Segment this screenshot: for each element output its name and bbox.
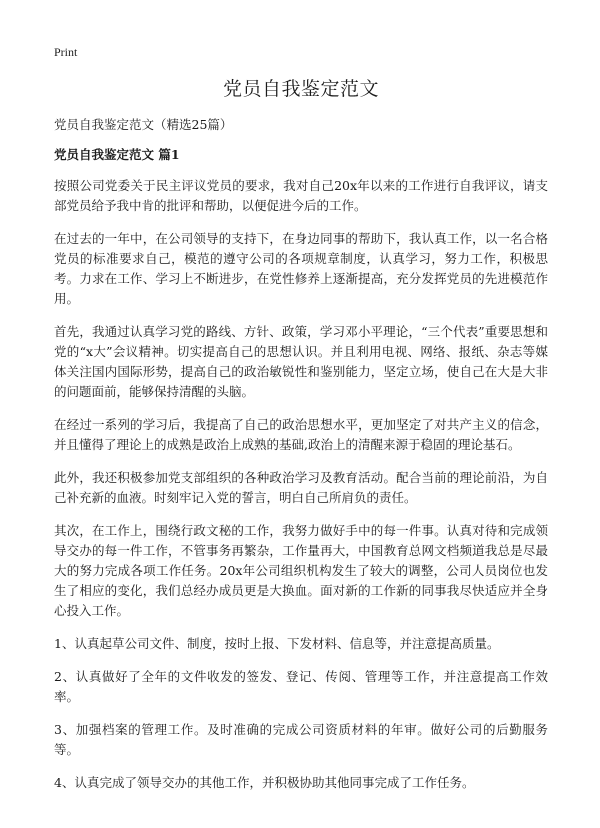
paragraph-6: 其次，在工作上，围绕行政文秘的工作，我努力做好手中的每一件事。认真对待和完成领导交办的每一件工作，不管事务再繁杂，工作量再大，中国教育总网文档频道我总是尽最大的努力完成各项工作任务。20x年公司组织机构发生了较大的调整，公司人员岗位也发生了相应的变化，我们总经办成员更是大换血。面对新的工作新的同事我尽快适应并全身心投入工作。 [54, 523, 548, 618]
list-item-1: 1、认真起草公司文件、制度，按时上报、下发材料、信息等，并注意提高质量。 [54, 636, 500, 651]
paragraph-2: 在过去的一年中，在公司领导的支持下，在身边同事的帮助下，我认真工作，以一名合格党员的标准要求自己，模范的遵守公司的各项规章制度，认真学习，努力工作，积极思考。力求在工作、学习上不断进步，在党性修养上逐渐提高，充分发挥党员的先进模范作用。 [54, 231, 548, 306]
paragraph-3: 首先，我通过认真学习党的路线、方针、政策，学习邓小平理论，“三个代表”重要思想和党的“x大”会议精神。切实提高自己的思想认识。并且利用电视、网络、报纸、杂志等媒体关注国内国际形势，提高自己的政治敏锐性和鉴别能力，坚定立场，使自己在大是大非的问题面前，能够保持清醒的头脑。 [54, 324, 548, 399]
section-heading: 党员自我鉴定范文 篇1 [54, 147, 180, 162]
paragraph-4: 在经过一系列的学习后，我提高了自己的政治思想水平，更加坚定了对共产主义的信念，并且懂得了理论上的成熟是政治上成熟的基础,政治上的清醒来源于稳固的理论基石。 [54, 417, 548, 452]
document-title: 党员自我鉴定范文 [222, 78, 379, 100]
list-item-4: 4、认真完成了领导交办的其他工作，并积极协助其他同事完成了工作任务。 [54, 775, 475, 790]
print-label: Print [54, 45, 78, 59]
list-item-2: 2、认真做好了全年的文件收发的签发、登记、传阅、管理等工作，并注意提高工作效率。 [54, 669, 548, 704]
list-item-3: 3、加强档案的管理工作。及时准确的完成公司资质材料的年审。做好公司的后勤服务等。 [54, 722, 548, 757]
paragraph-1: 按照公司党委关于民主评议党员的要求，我对自己20x年以来的工作进行自我评议，请支部党员给予我中肯的批评和帮助，以便促进今后的工作。 [54, 178, 548, 213]
document-subtitle: 党员自我鉴定范文（精选25篇） [54, 117, 233, 132]
paragraph-5: 此外，我还积极参加党支部组织的各种政治学习及教育活动。配合当前的理论前沿，为自己补充新的血液。时刻牢记入党的誓言，明白自己所肩负的责任。 [54, 470, 548, 505]
